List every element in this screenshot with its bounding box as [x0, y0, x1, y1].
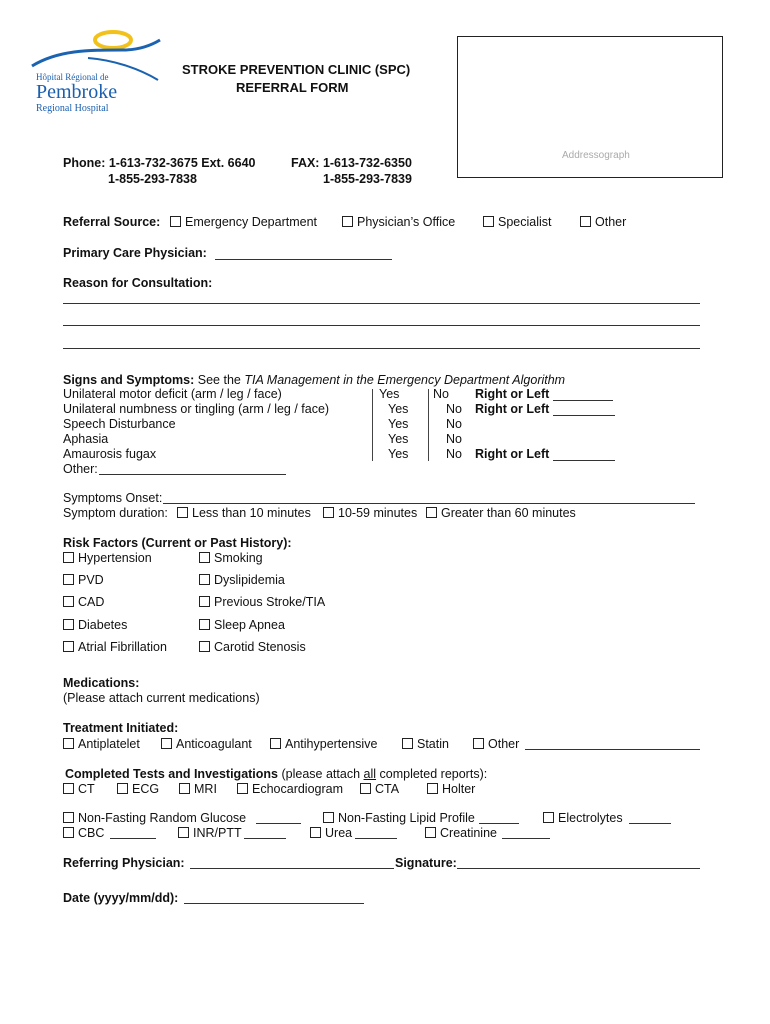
date-label: Date (yyyy/mm/dd):	[63, 891, 179, 905]
tests-note-all: all	[363, 767, 377, 781]
option-label: CT	[78, 782, 95, 796]
treatment-antihypertensive[interactable]	[270, 737, 377, 751]
form-title	[182, 62, 410, 95]
checkbox[interactable]	[199, 619, 210, 630]
side-label: Right or Left	[475, 447, 550, 461]
risk-diabetes[interactable]	[63, 618, 127, 632]
option-label: Smoking	[214, 551, 263, 565]
title-line1: STROKE PREVENTION CLINIC (SPC)	[182, 62, 411, 77]
option-label: Non-Fasting Random Glucose	[78, 811, 247, 825]
checkbox[interactable]	[63, 619, 74, 630]
checkbox[interactable]	[426, 507, 437, 518]
checkbox[interactable]	[63, 827, 74, 838]
checkbox[interactable]	[580, 216, 591, 227]
signs-algorithm: TIA Management in the Emergency Department Algorithm	[244, 373, 566, 387]
option-label: PVD	[78, 573, 104, 587]
risk-pvd[interactable]	[63, 573, 104, 587]
option-label: Echocardiogram	[252, 782, 344, 796]
reason-line-2[interactable]	[63, 325, 700, 326]
test-electrolytes[interactable]	[543, 811, 623, 825]
checkbox[interactable]	[323, 507, 334, 518]
option-label: Atrial Fibrillation	[78, 640, 167, 654]
side-field[interactable]	[553, 460, 615, 461]
test-urea-field[interactable]	[355, 838, 397, 839]
test-lipid-field[interactable]	[479, 823, 519, 824]
checkbox[interactable]	[473, 738, 484, 749]
fax-line1: FAX: 1-613-732-6350	[291, 156, 412, 170]
checkbox[interactable]	[63, 783, 74, 794]
checkbox[interactable]	[310, 827, 321, 838]
option-label: Antihypertensive	[285, 737, 378, 751]
option-label: CTA	[375, 782, 400, 796]
option-label: CBC	[78, 826, 105, 840]
duration-label: Symptom duration:	[63, 506, 168, 520]
option-label: Creatinine	[440, 826, 497, 840]
signature-field[interactable]	[457, 868, 700, 869]
signs-other-label: Other:	[63, 462, 98, 476]
test-glucose[interactable]	[63, 811, 246, 825]
checkbox[interactable]	[117, 783, 128, 794]
option-label: ECG	[132, 782, 160, 796]
checkbox[interactable]	[63, 641, 74, 652]
checkbox[interactable]	[170, 216, 181, 227]
option-label: Specialist	[498, 215, 552, 229]
no-option[interactable]: No	[446, 432, 462, 446]
medications-note: (Please attach current medications)	[63, 691, 260, 705]
option-label: INR/PTT	[193, 826, 242, 840]
onset-label: Symptoms Onset:	[63, 491, 163, 505]
checkbox[interactable]	[63, 738, 74, 749]
medications-label: Medications:	[63, 676, 140, 690]
checkbox[interactable]	[161, 738, 172, 749]
option-label: Hypertension	[78, 551, 152, 565]
checkbox[interactable]	[270, 738, 281, 749]
test-urea[interactable]	[310, 826, 352, 840]
yes-option[interactable]: Yes	[388, 432, 409, 446]
option-label: Greater than 60 minutes	[441, 506, 576, 520]
referral-option-physician[interactable]	[342, 215, 455, 229]
symptom-name: Unilateral motor deficit (arm / leg / face)	[63, 387, 282, 401]
no-option[interactable]: No	[446, 402, 462, 416]
fax-line2: 1-855-293-7839	[323, 172, 412, 186]
title-line2: REFERRAL FORM	[236, 80, 349, 95]
checkbox[interactable]	[199, 574, 210, 585]
primary-care-label: Primary Care Physician:	[63, 246, 207, 260]
onset-field[interactable]	[163, 503, 695, 504]
option-label: Electrolytes	[558, 811, 623, 825]
treatment-other[interactable]	[473, 737, 519, 751]
checkbox[interactable]	[427, 783, 438, 794]
no-option[interactable]: No	[446, 417, 462, 431]
treatment-antiplatelet[interactable]	[63, 737, 140, 751]
duration-gt60[interactable]	[426, 506, 576, 520]
signs-other-field[interactable]	[99, 474, 286, 475]
risk-cad[interactable]	[63, 595, 104, 609]
option-label: 10-59 minutes	[338, 506, 418, 520]
hospital-logo	[28, 28, 163, 118]
logo-line3: Regional Hospital	[36, 103, 109, 114]
option-label: Less than 10 minutes	[192, 506, 311, 520]
test-creatinine-field[interactable]	[502, 838, 550, 839]
side-label: Right or Left	[475, 387, 550, 401]
treatment-statin[interactable]	[402, 737, 449, 751]
option-label: Previous Stroke/TIA	[214, 595, 326, 609]
option-label: Holter	[442, 782, 476, 796]
checkbox[interactable]	[342, 216, 353, 227]
test-creatinine[interactable]	[425, 826, 497, 840]
reason-label: Reason for Consultation:	[63, 276, 213, 290]
option-label: Emergency Department	[185, 215, 318, 229]
checkbox[interactable]	[179, 783, 190, 794]
treatment-other-field[interactable]	[525, 749, 700, 750]
no-option[interactable]: No	[433, 387, 449, 401]
date-field[interactable]	[184, 903, 364, 904]
checkbox[interactable]	[425, 827, 436, 838]
option-label: Non-Fasting Lipid Profile	[338, 811, 475, 825]
tests-note-pre: (please attach	[281, 767, 361, 781]
primary-care-field[interactable]	[215, 259, 392, 260]
option-label: Diabetes	[78, 618, 128, 632]
referral-option-specialist[interactable]	[483, 215, 552, 229]
test-glucose-field[interactable]	[256, 823, 301, 824]
risk-afib[interactable]	[63, 640, 167, 654]
option-label: CAD	[78, 595, 105, 609]
yes-option[interactable]: Yes	[388, 402, 409, 416]
referral-option-emergency[interactable]	[170, 215, 317, 229]
side-field[interactable]	[553, 400, 613, 401]
signature-label: Signature:	[395, 856, 457, 870]
test-cta[interactable]	[360, 782, 399, 796]
checkbox[interactable]	[199, 552, 210, 563]
option-label: Urea	[325, 826, 353, 840]
checkbox[interactable]	[323, 812, 334, 823]
test-inr[interactable]	[178, 826, 242, 840]
test-electrolytes-field[interactable]	[629, 823, 671, 824]
tests-header	[65, 767, 487, 781]
phone-line2: 1-855-293-7838	[108, 172, 197, 186]
symptom-name: Aphasia	[63, 432, 109, 446]
test-holter[interactable]	[427, 782, 475, 796]
yes-option[interactable]: Yes	[379, 387, 400, 401]
test-inr-field[interactable]	[244, 838, 286, 839]
checkbox[interactable]	[63, 812, 74, 823]
option-label: Other	[488, 737, 520, 751]
addressograph-label: Addressograph	[562, 150, 630, 161]
referral-option-other[interactable]	[580, 215, 626, 229]
signs-see: See the	[197, 373, 241, 387]
checkbox[interactable]	[63, 574, 74, 585]
test-ct[interactable]	[63, 782, 95, 796]
tests-note-post: completed reports):	[379, 767, 488, 781]
test-cbc[interactable]	[63, 826, 104, 840]
option-label: Dyslipidemia	[214, 573, 285, 587]
yes-option[interactable]: Yes	[388, 417, 409, 431]
risk-label: Risk Factors (Current or Past History):	[63, 536, 292, 550]
checkbox[interactable]	[63, 596, 74, 607]
risk-carotid[interactable]	[199, 640, 306, 654]
risk-prev-stroke[interactable]	[199, 595, 325, 609]
option-label: MRI	[194, 782, 217, 796]
checkbox[interactable]	[199, 596, 210, 607]
referring-label: Referring Physician:	[63, 856, 185, 870]
risk-smoking[interactable]	[199, 551, 263, 565]
risk-sleep-apnea[interactable]	[199, 618, 285, 632]
treatment-label: Treatment Initiated:	[63, 721, 179, 735]
checkbox[interactable]	[360, 783, 371, 794]
symptom-name: Unilateral numbness or tingling (arm / leg / face)	[63, 402, 330, 416]
checkbox[interactable]	[177, 507, 188, 518]
reason-line-3[interactable]	[63, 348, 700, 349]
signs-label: Signs and Symptoms:	[63, 373, 195, 387]
checkbox[interactable]	[483, 216, 494, 227]
referring-field[interactable]	[190, 868, 394, 869]
checkbox[interactable]	[199, 641, 210, 652]
option-label: Physician’s Office	[357, 215, 456, 229]
duration-10-59[interactable]	[323, 506, 417, 520]
no-option[interactable]: No	[446, 447, 462, 461]
logo-line2: Pembroke	[36, 81, 118, 103]
option-label: Carotid Stenosis	[214, 640, 306, 654]
duration-lt10[interactable]	[177, 506, 311, 520]
checkbox[interactable]	[237, 783, 248, 794]
signs-header	[63, 373, 565, 387]
logo-line1: Hôpital Régional de	[36, 72, 109, 82]
option-label: Sleep Apnea	[214, 618, 285, 632]
referral-source-label: Referral Source:	[63, 215, 161, 229]
option-label: Antiplatelet	[78, 737, 140, 751]
risk-hypertension[interactable]	[63, 551, 152, 565]
checkbox[interactable]	[63, 552, 74, 563]
yes-option[interactable]: Yes	[388, 447, 409, 461]
test-cbc-field[interactable]	[110, 838, 156, 839]
checkbox[interactable]	[402, 738, 413, 749]
test-ecg[interactable]	[117, 782, 159, 796]
option-label: Other	[595, 215, 627, 229]
side-field[interactable]	[553, 415, 615, 416]
treatment-anticoagulant[interactable]	[161, 737, 252, 751]
tests-label: Completed Tests and Investigations	[65, 767, 279, 781]
side-label: Right or Left	[475, 402, 550, 416]
checkbox[interactable]	[178, 827, 189, 838]
symptom-name: Amaurosis fugax	[63, 447, 157, 461]
phone-line1: Phone: 1-613-732-3675 Ext. 6640	[63, 156, 256, 170]
test-lipid[interactable]	[323, 811, 475, 825]
option-label: Statin	[417, 737, 449, 751]
test-mri[interactable]	[179, 782, 217, 796]
symptom-name: Speech Disturbance	[63, 417, 176, 431]
risk-dyslipidemia[interactable]	[199, 573, 285, 587]
reason-line-1[interactable]	[63, 303, 700, 304]
test-echo[interactable]	[237, 782, 343, 796]
checkbox[interactable]	[543, 812, 554, 823]
signs-divider-1	[372, 389, 373, 461]
signs-divider-2	[428, 389, 429, 461]
option-label: Anticoagulant	[176, 737, 252, 751]
